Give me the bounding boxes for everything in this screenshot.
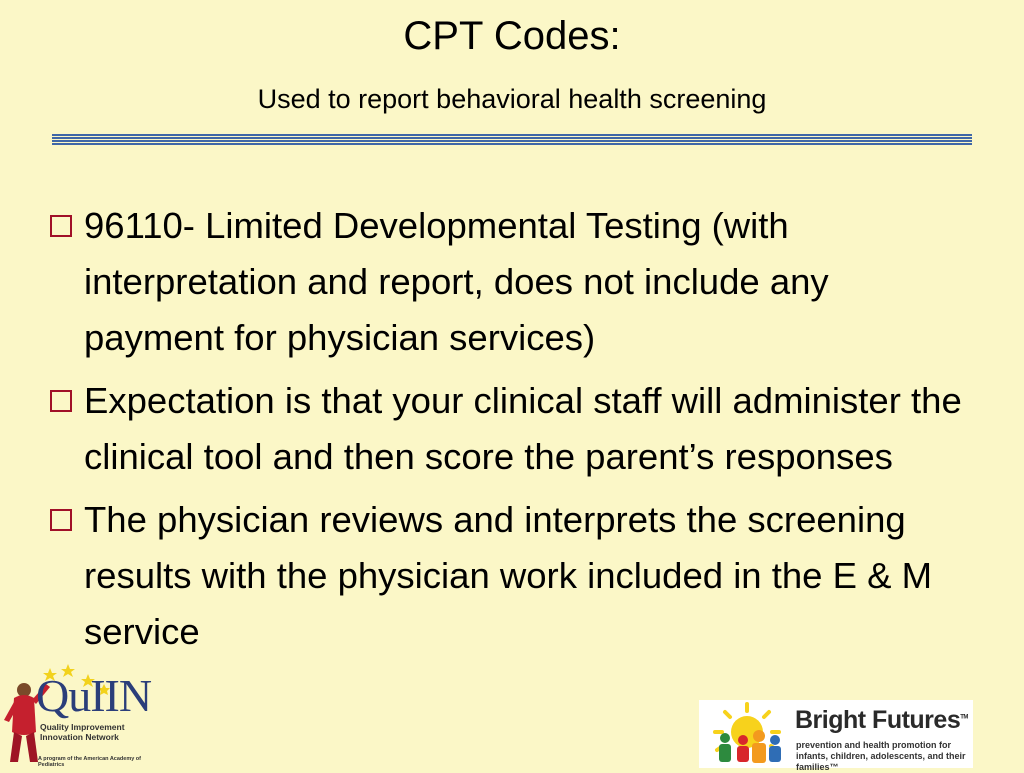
bright-futures-logo (699, 700, 973, 772)
square-bullet-icon (50, 215, 72, 237)
bullet-item (48, 492, 978, 660)
bullet-item (48, 198, 978, 366)
bullet-text: The physician reviews and interprets the screening results with the physician work included in the E & M service (84, 499, 933, 652)
quiin-subtitle-line2: Innovation Network (40, 732, 119, 742)
square-bullet-icon (50, 509, 72, 531)
quiin-logo (0, 662, 160, 768)
bullet-text: Expectation is that your clinical staff will administer the clinical tool and then score the parent’s responses (84, 380, 962, 477)
bullet-list (48, 198, 978, 667)
bright-futures-sun-family-icon (699, 700, 795, 768)
quiin-name: QuIIN (36, 670, 152, 721)
bright-futures-tagline: prevention and health promotion for infants, children, adolescents, and their families™ (796, 740, 966, 772)
bullet-item (48, 373, 978, 485)
quiin-subtitle-line1: Quality Improvement (40, 722, 125, 732)
title-divider (52, 134, 972, 146)
bullet-text: 96110- Limited Developmental Testing (with interpretation and report, does not include any payment for physician services) (84, 205, 829, 358)
slide-title: CPT Codes: (403, 14, 621, 58)
quiin-subtitle (40, 722, 160, 742)
square-bullet-icon (50, 390, 72, 412)
bright-futures-name-text: Bright Futures (795, 706, 961, 734)
slide-subtitle: Used to report behavioral health screening (257, 84, 767, 114)
quiin-footer: A program of the American Academy of Pediatrics (38, 756, 141, 768)
bright-futures-name (795, 706, 968, 735)
trademark-mark: TM (960, 714, 968, 721)
